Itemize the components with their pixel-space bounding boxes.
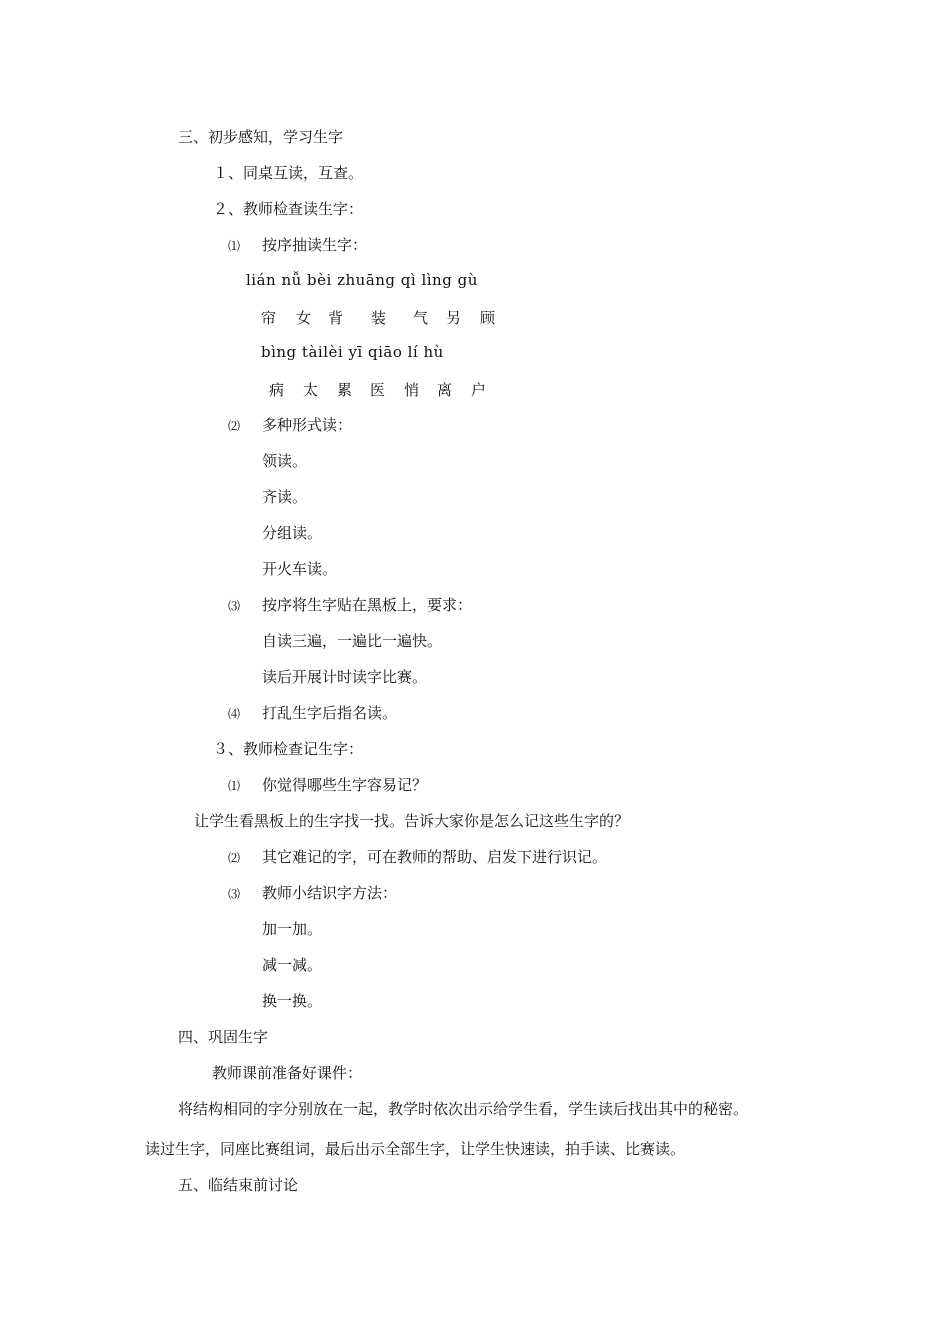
read-form: 开火车读。 [262, 560, 338, 578]
step-3-3: ３、教师检查记生字： [213, 740, 364, 758]
hanzi-char: 病 [269, 381, 285, 399]
item-number: ⑴ [228, 239, 241, 253]
read-form: 分组读。 [262, 524, 323, 542]
item-3-2-3 [228, 595, 472, 616]
item-3-2-2 [228, 415, 352, 436]
hanzi-char: 户 [471, 381, 487, 399]
item-number: ⑷ [228, 707, 241, 721]
item-number: ⑵ [228, 419, 241, 433]
section-3-heading: 三、初步感知，学习生字 [178, 128, 344, 146]
hanzi-char: 帘 [261, 309, 277, 327]
item-text: 其它难记的字，可在教师的帮助、启发下进行识记。 [262, 848, 608, 866]
item-text: 按序将生字贴在黑板上，要求： [262, 596, 473, 614]
section-5-heading: 五、临结束前讨论 [178, 1176, 299, 1194]
item-3-2-1 [228, 235, 367, 256]
item-text: 打乱生字后指名读。 [262, 704, 398, 722]
step-3-2: ２、教师检查读生字： [213, 200, 364, 218]
section-4-paragraph-2: 读过生字，同座比赛组词，最后出示全部生字，让学生快速读，拍手读、比赛读。 [145, 1140, 686, 1158]
paragraph-find: 让学生看黑板上的生字找一找。告诉大家你是怎么记这些生字的？ [194, 812, 630, 830]
item-3-2-4 [228, 703, 397, 724]
item-text: 教师小结识字方法： [262, 884, 398, 902]
item-number: ⑴ [228, 779, 241, 793]
method: 减一减。 [262, 956, 323, 974]
read-form: 领读。 [262, 452, 308, 470]
item-3-3-2 [228, 847, 607, 868]
item-number: ⑶ [228, 599, 241, 613]
hanzi-char: 医 [370, 381, 386, 399]
requirement-2: 读后开展计时读字比赛。 [262, 668, 428, 686]
method: 换一换。 [262, 992, 323, 1010]
requirement-1: 自读三遍，一遍比一遍快。 [262, 632, 443, 650]
item-text: 你觉得哪些生字容易记？ [262, 776, 428, 794]
item-text: 多种形式读： [262, 416, 353, 434]
hanzi-char: 悄 [404, 381, 420, 399]
hanzi-char: 顾 [480, 309, 496, 327]
item-number: ⑵ [228, 851, 241, 865]
section-4-prep: 教师课前准备好课件： [212, 1064, 363, 1082]
hanzi-char: 太 [303, 381, 319, 399]
step-3-1: １、同桌互读，互查。 [213, 164, 364, 182]
pinyin-row-2: bìng tàilèi yī qiāo lí hù [261, 343, 444, 361]
item-text: 按序抽读生字： [262, 236, 368, 254]
method: 加一加。 [262, 920, 323, 938]
item-3-3-1 [228, 775, 427, 796]
hanzi-char: 离 [437, 381, 453, 399]
hanzi-char: 累 [337, 381, 353, 399]
hanzi-char: 气 [413, 309, 429, 327]
read-form: 齐读。 [262, 488, 308, 506]
item-number: ⑶ [228, 887, 241, 901]
hanzi-char: 装 [371, 309, 387, 327]
hanzi-char: 背 [328, 309, 344, 327]
item-3-3-3 [228, 883, 397, 904]
section-4-heading: 四、巩固生字 [178, 1028, 269, 1046]
hanzi-char: 另 [446, 309, 462, 327]
pinyin-row-1: lián nǚ bèi zhuāng qì lìng gù [246, 271, 478, 289]
section-4-paragraph-1: 将结构相同的字分别放在一起，教学时依次出示给学生看，学生读后找出其中的秘密。 [178, 1100, 749, 1118]
hanzi-char: 女 [296, 309, 312, 327]
